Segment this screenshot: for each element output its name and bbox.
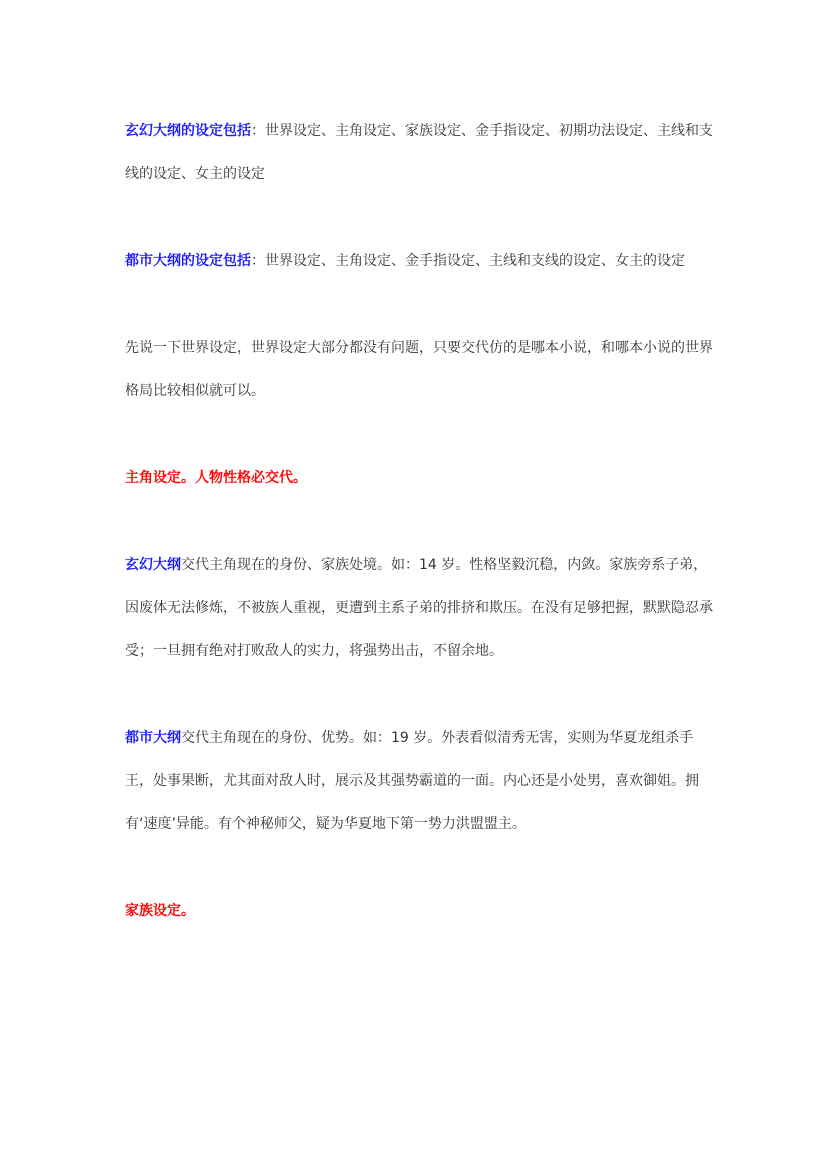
spacer: [125, 413, 715, 457]
xuanhuan-protagonist-label: 玄幻大纲: [125, 557, 181, 573]
heading-protagonist-setting: 主角设定。人物性格必交代。: [125, 470, 307, 486]
xuanhuan-outline-text: ：世界设定、主角设定、家族设定、金手指设定、初期功法设定、主线和支线的设定、女主的设定: [125, 123, 713, 182]
spacer: [125, 500, 715, 544]
urban-outline-text: ：世界设定、主角设定、金手指设定、主线和支线的设定、女主的设定: [251, 253, 685, 269]
urban-protagonist-label: 都市大纲: [125, 730, 181, 746]
spacer: [125, 283, 715, 327]
heading-family-setting: 家族设定。: [125, 903, 195, 919]
paragraph-world-setting: [125, 327, 715, 413]
paragraph-urban-protagonist: [125, 717, 715, 846]
urban-protagonist-text: 交代主角现在的身份、优势。如：19 岁。外表看似清秀无害，实则为华夏龙组杀手王，处事果断，尤其面对敌人时，展示及其强势霸道的一面。内心还是小处男，喜欢御姐。拥有‘速度’异能。有个神秘师父，疑为华夏地下第一势力洪盟盟主。: [125, 730, 699, 832]
spacer: [125, 846, 715, 890]
xuanhuan-protagonist-text: 交代主角现在的身份、家族处境。如：14 岁。性格坚毅沉稳，内敛。家族旁系子弟，因废体无法修炼，不被族人重视，更遭到主系子弟的排挤和欺压。在没有足够把握，默默隐忍承受；一旦拥有绝对打败敌人的实力，将强势出击，不留余地。: [125, 557, 713, 659]
spacer: [125, 196, 715, 240]
xuanhuan-outline-label: 玄幻大纲的设定包括: [125, 123, 251, 139]
paragraph-xuanhuan-protagonist: [125, 544, 715, 673]
spacer: [125, 673, 715, 717]
world-setting-text: 先说一下世界设定，世界设定大部分都没有问题，只要交代仿的是哪本小说，和哪本小说的世界格局比较相似就可以。: [125, 340, 713, 399]
document-body: [125, 110, 715, 933]
urban-outline-label: 都市大纲的设定包括: [125, 253, 251, 269]
paragraph-xuanhuan-outline-settings: [125, 110, 715, 196]
paragraph-urban-outline-settings: [125, 240, 715, 283]
